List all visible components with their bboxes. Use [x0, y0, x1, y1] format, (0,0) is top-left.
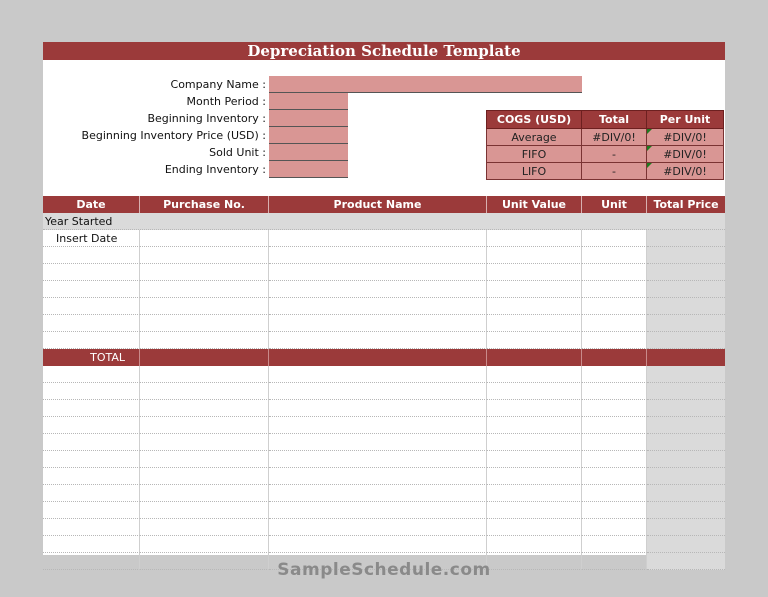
col-header-purchase-no: Purchase No.	[140, 196, 269, 213]
table-cell[interactable]	[43, 383, 140, 400]
table-cell[interactable]	[487, 247, 582, 264]
table-cell[interactable]	[269, 281, 487, 298]
total-row	[43, 349, 725, 366]
col-header-unit-value: Unit Value	[487, 196, 582, 213]
table-cell[interactable]	[647, 315, 725, 332]
table-cell[interactable]	[140, 536, 269, 553]
table-cell[interactable]	[487, 536, 582, 553]
table-cell[interactable]	[269, 451, 487, 468]
table-cell[interactable]	[43, 332, 140, 349]
cogs-row-fifo	[487, 146, 724, 163]
year-started-label: Year Started	[43, 213, 725, 230]
beginning-inventory-price-label: Beginning Inventory Price (USD) :	[81, 129, 266, 142]
table-cell[interactable]	[582, 451, 647, 468]
cogs-method: LIFO	[487, 163, 582, 180]
table-cell[interactable]	[647, 366, 725, 383]
table-cell[interactable]	[647, 485, 725, 502]
table-cell[interactable]	[582, 230, 647, 247]
error-indicator-icon	[647, 129, 652, 134]
table-cell	[140, 349, 269, 366]
cogs-row-average	[487, 129, 724, 146]
table-cell	[269, 349, 487, 366]
cogs-total[interactable]: -	[582, 146, 647, 163]
beginning-inventory-label: Beginning Inventory :	[147, 112, 266, 125]
table-cell[interactable]	[582, 485, 647, 502]
ending-inventory-label: Ending Inventory :	[164, 163, 266, 176]
table-cell[interactable]	[582, 434, 647, 451]
table-cell[interactable]	[647, 332, 725, 349]
table-cell[interactable]	[269, 485, 487, 502]
cogs-total-header: Total	[582, 111, 647, 129]
table-cell[interactable]	[140, 332, 269, 349]
table-cell[interactable]	[140, 366, 269, 383]
table-cell[interactable]	[140, 315, 269, 332]
cogs-per-unit-value: #DIV/0!	[663, 130, 707, 144]
table-row	[43, 332, 725, 349]
table-row	[43, 230, 725, 247]
table-cell[interactable]	[269, 264, 487, 281]
table-cell[interactable]	[140, 281, 269, 298]
col-header-product-name: Product Name	[269, 196, 487, 213]
table-cell[interactable]	[582, 536, 647, 553]
table-cell[interactable]	[43, 400, 140, 417]
table-cell[interactable]	[269, 230, 487, 247]
table-cell[interactable]	[647, 383, 725, 400]
table-cell[interactable]	[647, 451, 725, 468]
table-row	[43, 468, 725, 485]
table-cell[interactable]	[43, 264, 140, 281]
table-cell[interactable]	[43, 281, 140, 298]
table-cell[interactable]	[647, 417, 725, 434]
table-cell	[487, 349, 582, 366]
table-cell[interactable]	[140, 519, 269, 536]
table-cell[interactable]	[269, 247, 487, 264]
table-cell[interactable]	[582, 383, 647, 400]
table-cell[interactable]	[647, 502, 725, 519]
beginning-inventory-price-input[interactable]	[269, 127, 348, 144]
cogs-row-lifo	[487, 163, 724, 180]
cogs-per-unit[interactable]	[647, 163, 724, 180]
table-cell[interactable]	[647, 230, 725, 247]
table-row	[43, 536, 725, 553]
table-cell[interactable]	[487, 298, 582, 315]
cogs-per-unit-value: #DIV/0!	[663, 164, 707, 178]
table-cell[interactable]	[43, 366, 140, 383]
table-cell[interactable]	[269, 519, 487, 536]
table-cell[interactable]	[43, 315, 140, 332]
table-cell[interactable]	[582, 400, 647, 417]
table-cell[interactable]	[582, 332, 647, 349]
cogs-total[interactable]: #DIV/0!	[582, 129, 647, 146]
table-row	[43, 502, 725, 519]
table-cell[interactable]	[487, 383, 582, 400]
table-row	[43, 434, 725, 451]
beginning-inventory-input[interactable]	[269, 110, 348, 127]
table-cell[interactable]	[487, 230, 582, 247]
table-cell[interactable]	[487, 468, 582, 485]
table-cell[interactable]	[269, 417, 487, 434]
table-cell[interactable]	[43, 298, 140, 315]
table-cell[interactable]	[647, 281, 725, 298]
cogs-per-unit[interactable]	[647, 129, 724, 146]
table-row	[43, 298, 725, 315]
table-cell[interactable]	[647, 400, 725, 417]
insert-date-cell[interactable]: Insert Date	[43, 230, 140, 247]
table-row	[43, 315, 725, 332]
table-cell	[647, 349, 725, 366]
table-cell[interactable]	[487, 519, 582, 536]
ending-inventory-input[interactable]	[269, 161, 348, 178]
table-cell[interactable]	[582, 298, 647, 315]
table-cell[interactable]	[647, 264, 725, 281]
table-cell[interactable]	[43, 434, 140, 451]
company-name-input[interactable]	[269, 76, 582, 93]
table-cell[interactable]	[582, 247, 647, 264]
table-cell	[582, 349, 647, 366]
table-cell[interactable]	[269, 434, 487, 451]
cogs-per-unit-value: #DIV/0!	[663, 147, 707, 161]
table-cell[interactable]	[269, 366, 487, 383]
table-cell[interactable]	[487, 434, 582, 451]
table-cell[interactable]	[487, 264, 582, 281]
table-cell[interactable]	[582, 281, 647, 298]
year-started-row	[43, 213, 725, 230]
table-cell[interactable]	[647, 247, 725, 264]
table-cell[interactable]	[647, 519, 725, 536]
table-cell[interactable]	[582, 264, 647, 281]
table-cell[interactable]	[487, 502, 582, 519]
table-cell[interactable]	[140, 298, 269, 315]
table-cell[interactable]	[140, 400, 269, 417]
table-cell[interactable]	[487, 366, 582, 383]
cogs-per-unit-header: Per Unit	[647, 111, 724, 129]
col-header-date: Date	[43, 196, 140, 213]
cogs-method: FIFO	[487, 146, 582, 163]
cogs-table	[486, 110, 724, 180]
cogs-per-unit[interactable]	[647, 146, 724, 163]
table-cell[interactable]	[582, 315, 647, 332]
error-indicator-icon	[647, 163, 652, 168]
table-cell[interactable]	[487, 417, 582, 434]
table-cell[interactable]	[582, 468, 647, 485]
sheet-title: Depreciation Schedule Template	[43, 42, 725, 60]
table-cell[interactable]	[43, 417, 140, 434]
table-row	[43, 400, 725, 417]
table-cell[interactable]	[582, 366, 647, 383]
table-row	[43, 366, 725, 383]
table-row	[43, 451, 725, 468]
table-row	[43, 417, 725, 434]
table-cell[interactable]	[487, 332, 582, 349]
table-row	[43, 519, 725, 536]
table-cell[interactable]	[269, 332, 487, 349]
table-cell[interactable]	[269, 315, 487, 332]
table-cell[interactable]	[43, 247, 140, 264]
table-row	[43, 485, 725, 502]
table-cell[interactable]	[43, 485, 140, 502]
month-period-label: Month Period :	[186, 95, 266, 108]
cogs-header: COGS (USD)	[487, 111, 582, 129]
table-cell[interactable]	[269, 298, 487, 315]
table-cell[interactable]	[140, 230, 269, 247]
table-cell[interactable]	[140, 502, 269, 519]
table-row	[43, 383, 725, 400]
spreadsheet	[43, 42, 725, 555]
table-cell[interactable]	[140, 468, 269, 485]
table-cell[interactable]	[487, 281, 582, 298]
table-cell[interactable]	[269, 383, 487, 400]
sold-unit-label: Sold Unit :	[209, 146, 266, 159]
table-cell[interactable]	[269, 468, 487, 485]
table-cell[interactable]	[140, 264, 269, 281]
table-cell[interactable]	[43, 451, 140, 468]
error-indicator-icon	[647, 146, 652, 151]
table-cell[interactable]	[43, 536, 140, 553]
col-header-unit: Unit	[582, 196, 647, 213]
cogs-method: Average	[487, 129, 582, 146]
company-name-label: Company Name :	[170, 78, 266, 91]
table-cell[interactable]	[269, 400, 487, 417]
table-cell[interactable]	[487, 451, 582, 468]
col-header-total-price: Total Price	[647, 196, 725, 213]
table-row	[43, 281, 725, 298]
sold-unit-input[interactable]	[269, 144, 348, 161]
table-cell[interactable]	[269, 502, 487, 519]
table-cell[interactable]	[43, 519, 140, 536]
table-row	[43, 247, 725, 264]
table-cell[interactable]	[140, 383, 269, 400]
table-cell[interactable]	[582, 502, 647, 519]
table-row	[43, 264, 725, 281]
table-cell[interactable]	[647, 434, 725, 451]
table-cell[interactable]	[140, 417, 269, 434]
watermark: SampleSchedule.com	[277, 560, 491, 580]
table-cell[interactable]	[140, 247, 269, 264]
table-cell[interactable]	[647, 468, 725, 485]
table-cell[interactable]	[487, 485, 582, 502]
table-cell[interactable]	[487, 400, 582, 417]
table-cell[interactable]	[269, 536, 487, 553]
table-cell[interactable]	[43, 468, 140, 485]
table-cell[interactable]	[647, 536, 725, 553]
cogs-total[interactable]: -	[582, 163, 647, 180]
table-cell[interactable]	[140, 434, 269, 451]
table-cell[interactable]	[582, 519, 647, 536]
table-cell[interactable]	[647, 298, 725, 315]
table-cell[interactable]	[487, 315, 582, 332]
table-cell[interactable]	[43, 502, 140, 519]
total-label: TOTAL	[43, 349, 140, 366]
table-cell[interactable]	[140, 485, 269, 502]
table-cell[interactable]	[582, 417, 647, 434]
month-period-input[interactable]	[269, 93, 348, 110]
table-cell[interactable]	[140, 451, 269, 468]
